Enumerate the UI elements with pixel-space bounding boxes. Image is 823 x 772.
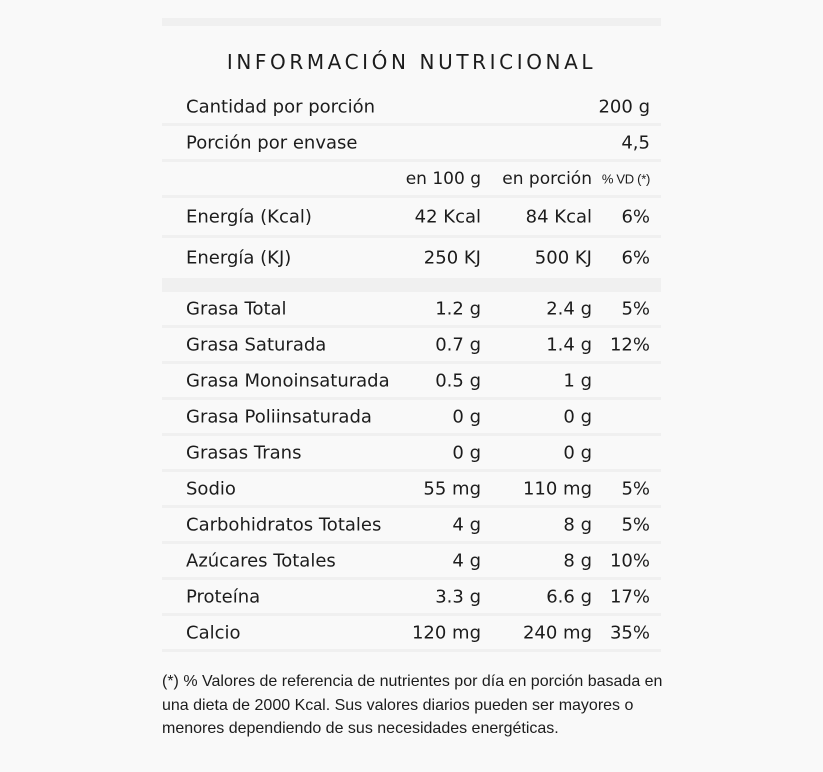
table-row [162, 198, 661, 238]
nutrient-per100: 4 g [452, 550, 481, 571]
column-header-row [162, 162, 661, 198]
section-divider [162, 278, 661, 292]
nutrient-per100: 120 mg [411, 622, 481, 643]
nutrient-per100: 0.5 g [435, 370, 481, 391]
nutrient-per100: 0.7 g [435, 334, 481, 355]
table-row [162, 364, 661, 400]
nutrient-vd: 10% [609, 550, 650, 571]
table-row [162, 328, 661, 364]
servings-per-container-row [162, 126, 661, 162]
nutrient-label: Grasa Poliinsaturada [186, 406, 372, 427]
nutrient-label: Grasa Total [186, 298, 287, 319]
footnote: (*) % Valores de referencia de nutrientes por día en porción basada en una dieta de 2000 Kcal. Sus valores diarios pueden ser mayores o menores dependiendo de sus necesidades energéticas. [162, 673, 663, 737]
table-row [162, 472, 661, 508]
nutrient-label: Calcio [186, 622, 241, 643]
nutrient-per100: 0 g [452, 406, 481, 427]
nutrient-vd: 35% [609, 622, 650, 643]
servings-per-container-value: 4,5 [621, 132, 650, 153]
nutrient-per100: 4 g [452, 514, 481, 535]
top-rule [162, 18, 661, 26]
table-row [162, 292, 661, 328]
nutrient-vd: 12% [609, 334, 650, 355]
nutrient-label: Azúcares Totales [186, 550, 336, 571]
nutrient-per100: 250 KJ [423, 247, 481, 269]
nutrient-per100: 55 mg [423, 478, 481, 499]
nutrient-label: Grasa Saturada [186, 334, 327, 355]
serving-size-label: Cantidad por porción [186, 96, 375, 117]
nutrient-per-serving: 1 g [563, 370, 592, 391]
serving-size-row [162, 90, 661, 126]
nutrient-label: Grasa Monoinsaturada [186, 370, 390, 391]
nutrient-per-serving: 500 KJ [534, 247, 592, 269]
nutrient-per-serving: 0 g [563, 406, 592, 427]
panel-title: INFORMACIÓN NUTRICIONAL [226, 50, 597, 74]
column-header-vd: % VD (*) [601, 171, 650, 186]
nutrient-vd: 6% [621, 206, 650, 227]
table-row [162, 544, 661, 580]
nutrient-per-serving: 8 g [563, 514, 592, 535]
nutrient-vd: 17% [609, 586, 650, 607]
nutrient-vd: 5% [621, 478, 650, 499]
nutrition-facts-panel [162, 18, 661, 652]
nutrient-per-serving: 110 mg [522, 478, 592, 499]
nutrient-vd: 6% [621, 247, 650, 269]
nutrient-label: Carbohidratos Totales [186, 514, 382, 535]
nutrient-label: Energía (Kcal) [186, 206, 312, 227]
column-header-per100: en 100 g [405, 168, 481, 189]
nutrient-per-serving: 2.4 g [546, 298, 592, 319]
column-header-per-serving: en porción [502, 168, 592, 189]
table-row [162, 616, 661, 652]
nutrient-per-serving: 6.6 g [546, 586, 592, 607]
table-row [162, 580, 661, 616]
serving-size-value: 200 g [598, 96, 650, 117]
nutrient-per-serving: 0 g [563, 442, 592, 463]
nutrient-vd: 5% [621, 298, 650, 319]
nutrient-label: Grasas Trans [186, 442, 302, 463]
nutrient-per100: 1.2 g [435, 298, 481, 319]
nutrient-label: Sodio [186, 478, 236, 499]
nutrient-per100: 3.3 g [435, 586, 481, 607]
nutrient-per-serving: 84 Kcal [525, 206, 592, 227]
table-row [162, 436, 661, 472]
nutrient-per-serving: 240 mg [522, 622, 592, 643]
nutrient-per-serving: 8 g [563, 550, 592, 571]
nutrient-per100: 42 Kcal [414, 206, 481, 227]
servings-per-container-label: Porción por envase [186, 132, 358, 153]
nutrient-per100: 0 g [452, 442, 481, 463]
table-row [162, 238, 661, 278]
table-row [162, 508, 661, 544]
nutrient-per-serving: 1.4 g [546, 334, 592, 355]
nutrient-label: Proteína [186, 586, 261, 607]
nutrient-label: Energía (KJ) [186, 247, 292, 269]
table-row [162, 400, 661, 436]
nutrient-vd: 5% [621, 514, 650, 535]
